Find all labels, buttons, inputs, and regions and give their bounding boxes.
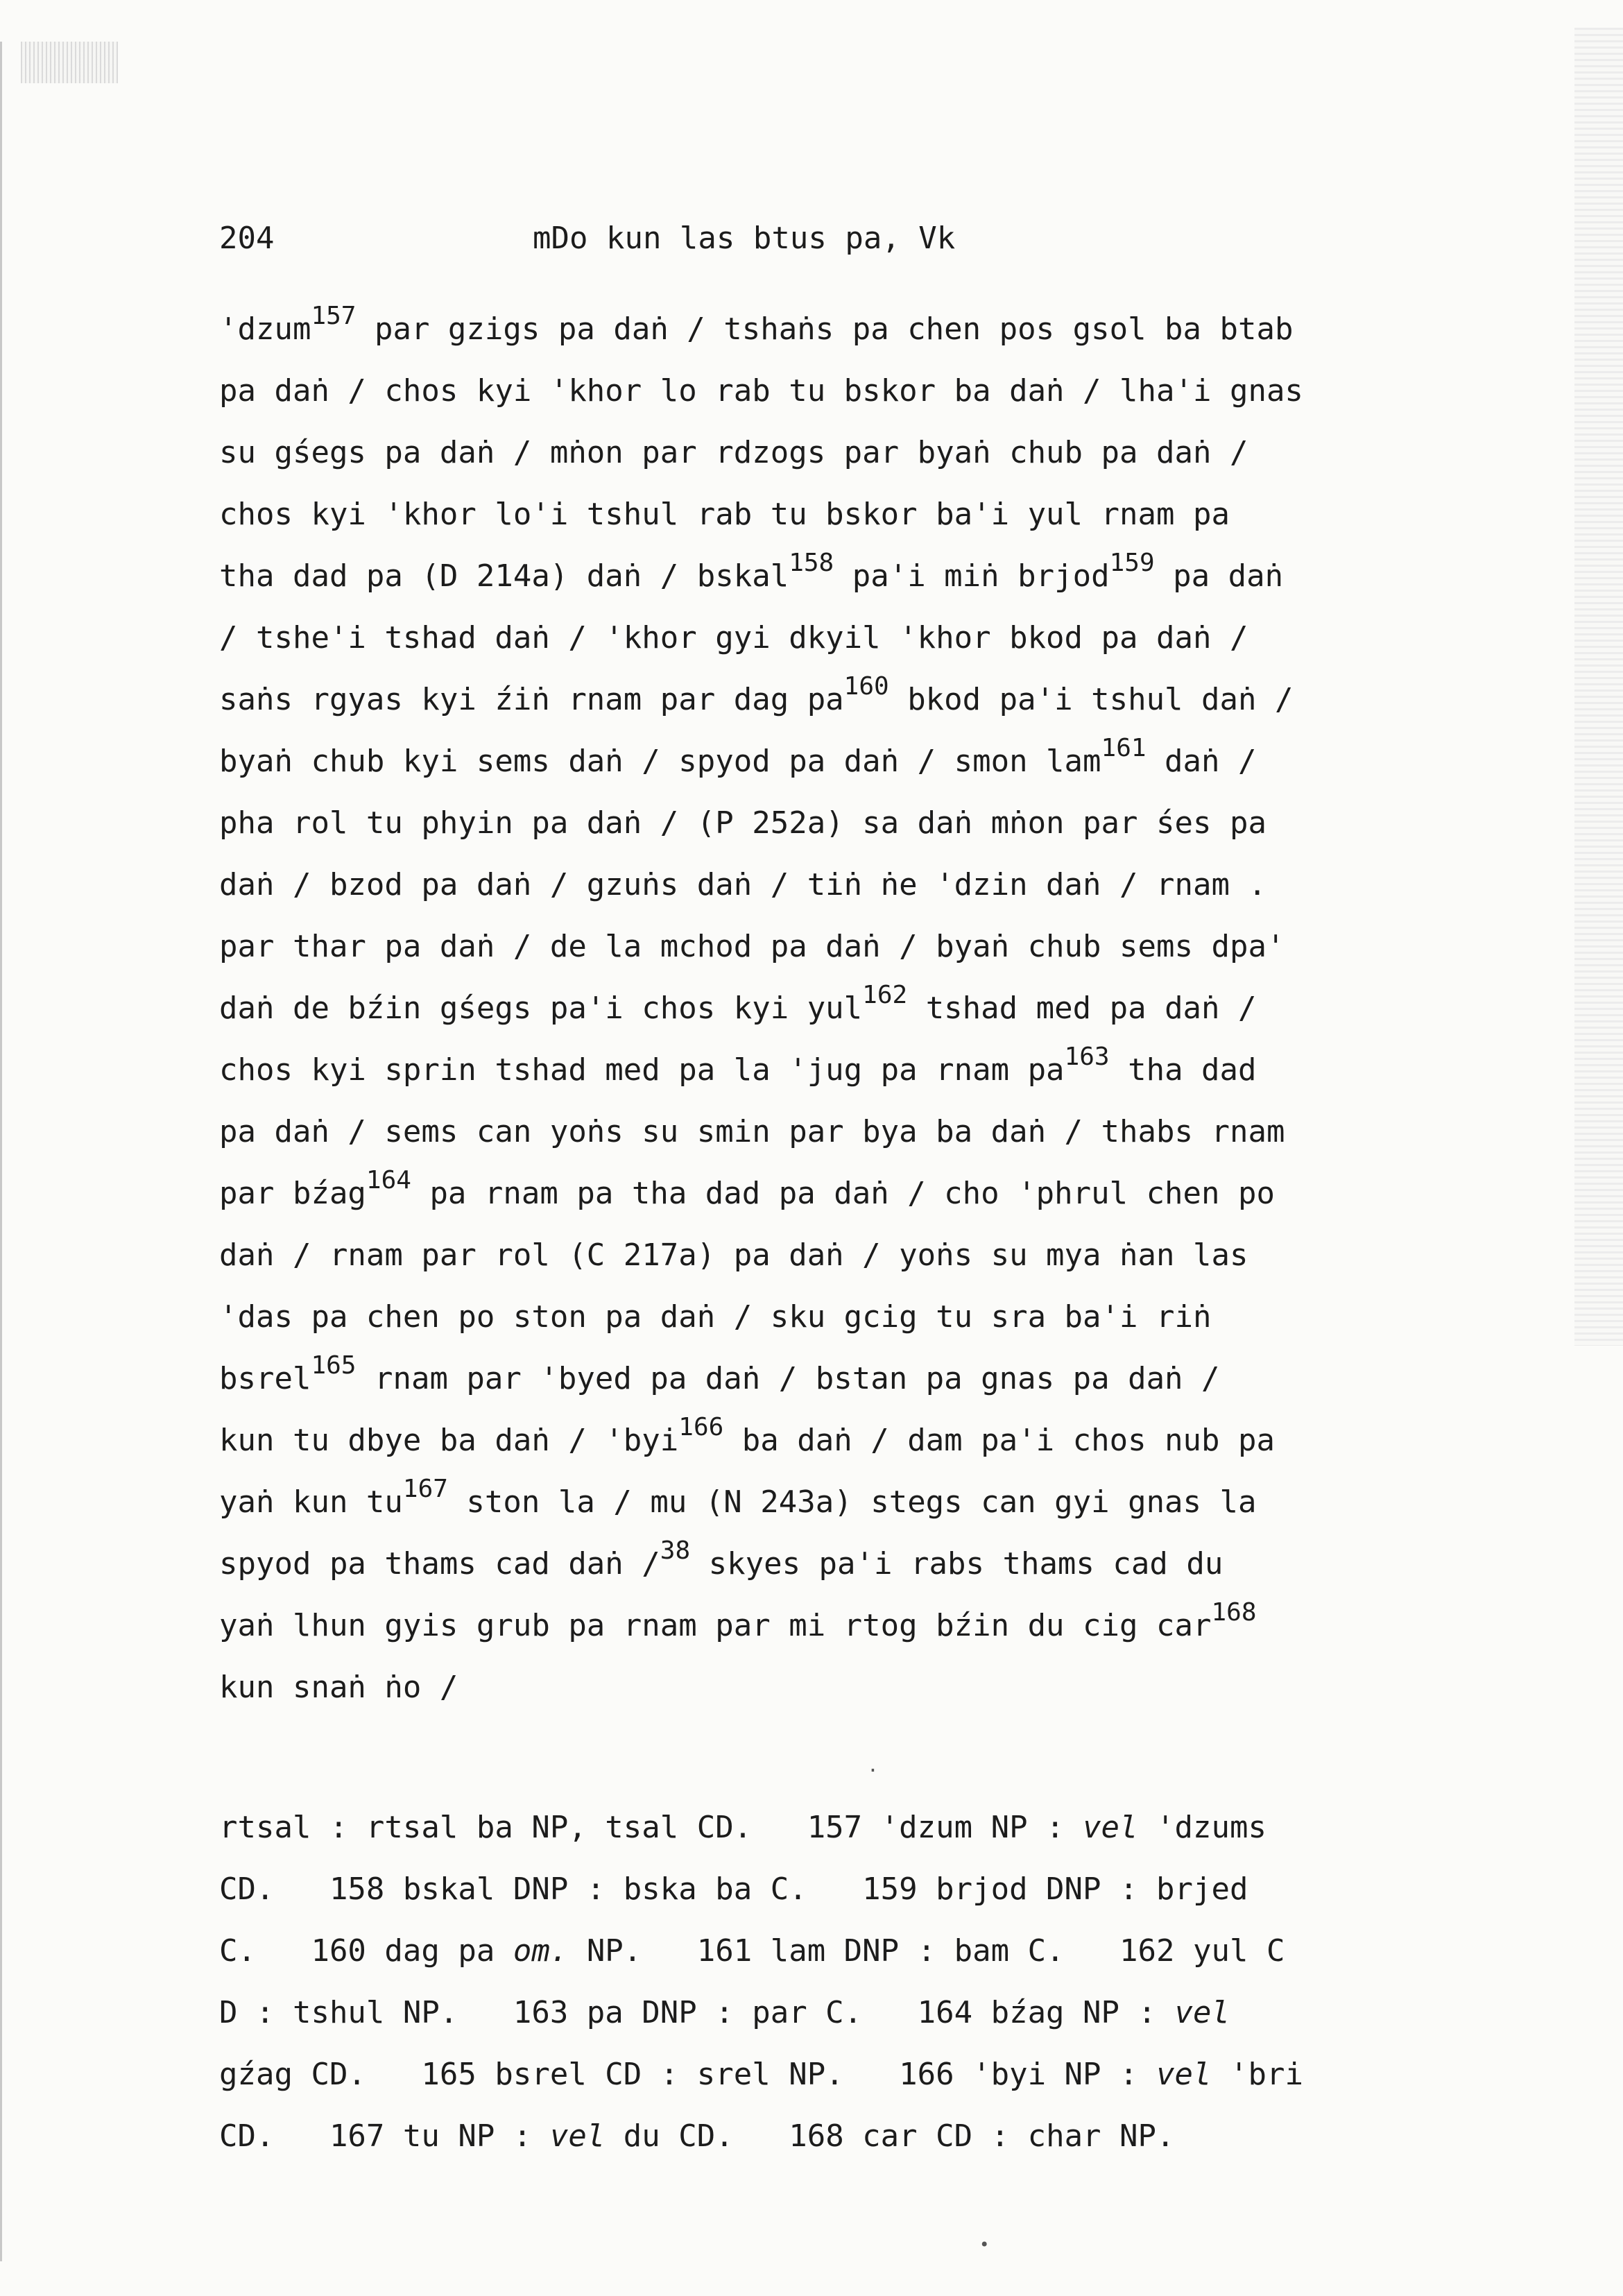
text-segment: pa daṅ / sems can yoṅs su smin par bya ba daṅ / thabs rnam [219,1114,1285,1149]
text-line [219,1656,1482,1718]
footnote-ref: 167 [402,1475,448,1504]
text-segment: daṅ de bźin gśegs pa'i chos kyi yul [219,991,863,1026]
text-line [219,545,1482,607]
text-line [219,1348,1482,1410]
note-line [219,1982,1482,2044]
note-line [219,2044,1482,2105]
text-line [219,298,1482,360]
text-line [219,1533,1482,1595]
critical-apparatus [219,1797,1482,2167]
note-line [219,1858,1482,1920]
text-segment: / tshe'i tshad daṅ / 'khor gyi dkyil 'khor bkod pa daṅ / [219,620,1248,656]
text-line [219,792,1482,854]
text-line [219,1163,1482,1224]
separator-mark: . [867,1754,879,1776]
text-line [219,1286,1482,1348]
text-segment: par gzigs pa daṅ / tshaṅs pa chen pos gsol ba btab [356,311,1294,347]
text-segment: tshad med pa daṅ / [907,991,1257,1026]
text-segment: ba daṅ / dam pa'i chos nub pa [723,1423,1276,1458]
text-segment: rnam par 'byed pa daṅ / bstan pa gnas pa daṅ / [356,1361,1220,1396]
text-segment: C. 160 dag pa [219,1933,513,1969]
text-segment: chos kyi sprin tshad med pa la 'jug pa rnam pa [219,1052,1065,1088]
text-segment: yaṅ kun tu [219,1484,403,1520]
text-line [219,730,1482,792]
scan-artifact-right [1574,28,1623,1346]
text-segment: pa daṅ / chos kyi 'khor lo rab tu bskor ba daṅ / lha'i gnas [219,373,1303,409]
text-segment: byaṅ chub kyi sems daṅ / spyod pa daṅ / smon lam [219,744,1101,779]
italic-term: vel [1083,1810,1138,1845]
footnote-ref: 38 [660,1536,691,1566]
footnote-ref: 164 [366,1166,411,1195]
footnote-ref: 157 [311,302,357,331]
text-line [219,607,1482,669]
running-title: mDo kun las btus pa, Vk [533,221,956,256]
footnote-ref: 165 [311,1351,357,1380]
text-segment: yaṅ lhun gyis grub pa rnam par mi rtog bźin du cig car [219,1608,1212,1643]
text-segment: daṅ / rnam par rol (C 217a) pa daṅ / yoṅs su mya ṅan las [219,1237,1248,1273]
text-line [219,916,1482,977]
text-segment: su gśegs pa daṅ / mṅon par rdzogs par byaṅ chub pa daṅ / [219,435,1248,470]
text-segment: NP. 161 lam DNP : bam C. 162 yul C [568,1933,1285,1969]
text-segment: tha dad [1109,1052,1257,1088]
text-line [219,360,1482,422]
footnote-ref: 158 [789,549,834,578]
text-line [219,483,1482,545]
text-segment: skyes pa'i rabs thams cad du [690,1546,1223,1582]
footnote-ref: 159 [1109,549,1155,578]
text-segment: ston la / mu (N 243a) stegs can gyi gnas la [447,1484,1257,1520]
text-segment: tha dad pa (D 214a) daṅ / bskal [219,558,789,594]
footnote-ref: 162 [862,981,908,1010]
text-segment: spyod pa thams cad daṅ / [219,1546,660,1582]
bottom-mark: • [979,2235,990,2254]
note-line [219,2105,1482,2167]
text-segment: pa daṅ [1154,558,1284,594]
footnote-ref: 166 [678,1413,724,1442]
text-line [219,669,1482,730]
text-segment: CD. 167 tu NP : [219,2118,550,2154]
text-line [219,422,1482,483]
page-header [219,221,1468,269]
text-line [219,1595,1482,1656]
footnote-ref: 168 [1211,1598,1257,1627]
footnote-ref: 163 [1064,1043,1110,1072]
italic-term: vel [1156,2057,1212,2092]
text-segment: kun tu dbye ba daṅ / 'byi [219,1423,679,1458]
text-segment: 'das pa chen po ston pa daṅ / sku gcig tu sra ba'i riṅ [219,1299,1212,1335]
footnote-ref: 160 [843,672,889,701]
text-line [219,854,1482,916]
text-segment: du CD. 168 car CD : char NP. [605,2118,1175,2154]
text-segment: bkod pa'i tshul daṅ / [888,682,1294,717]
text-segment: bsrel [219,1361,311,1396]
text-segment: gźag CD. 165 bsrel CD : srel NP. 166 'byi NP : [219,2057,1157,2092]
text-segment: daṅ / [1146,744,1257,779]
text-line [219,1410,1482,1471]
scan-margin-left [0,42,51,2261]
text-line [219,1471,1482,1533]
text-segment: chos kyi 'khor lo'i tshul rab tu bskor ba'i yul rnam pa [219,497,1230,532]
text-line [219,1224,1482,1286]
text-segment: daṅ / bzod pa daṅ / gzuṅs daṅ / tiṅ ṅe 'dzin daṅ / rnam . [219,867,1266,902]
footnote-ref: 161 [1101,734,1147,763]
text-line [219,1039,1482,1101]
text-segment: pa'i miṅ brjod [834,558,1110,594]
text-line [219,977,1482,1039]
main-text [219,298,1482,1718]
text-segment: pa rnam pa tha dad pa daṅ / cho 'phrul chen po [411,1176,1275,1211]
text-segment: 'bri [1211,2057,1303,2092]
text-segment: CD. 158 bskal DNP : bska ba C. 159 brjod DNP : brjed [219,1871,1248,1907]
text-segment: 'dzum [219,311,311,347]
text-segment: saṅs rgyas kyi źiṅ rnam par dag pa [219,682,844,717]
text-segment: par thar pa daṅ / de la mchod pa daṅ / byaṅ chub sems dpa' [219,929,1285,964]
italic-term: vel [1174,1995,1230,2030]
text-segment: kun snaṅ ṅo / [219,1670,458,1705]
text-segment: D : tshul NP. 163 pa DNP : par C. 164 bźag NP : [219,1995,1175,2030]
text-segment: par bźag [219,1176,366,1211]
text-segment: pha rol tu phyin pa daṅ / (P 252a) sa daṅ mṅon par śes pa [219,805,1266,841]
text-segment: rtsal : rtsal ba NP, tsal CD. 157 'dzum NP : [219,1810,1083,1845]
text-segment: 'dzums [1137,1810,1266,1845]
note-line [219,1920,1482,1982]
page-number: 204 [219,221,275,256]
italic-term: vel [549,2118,606,2154]
note-line [219,1797,1482,1858]
italic-term: om. [513,1933,569,1969]
text-line [219,1101,1482,1163]
